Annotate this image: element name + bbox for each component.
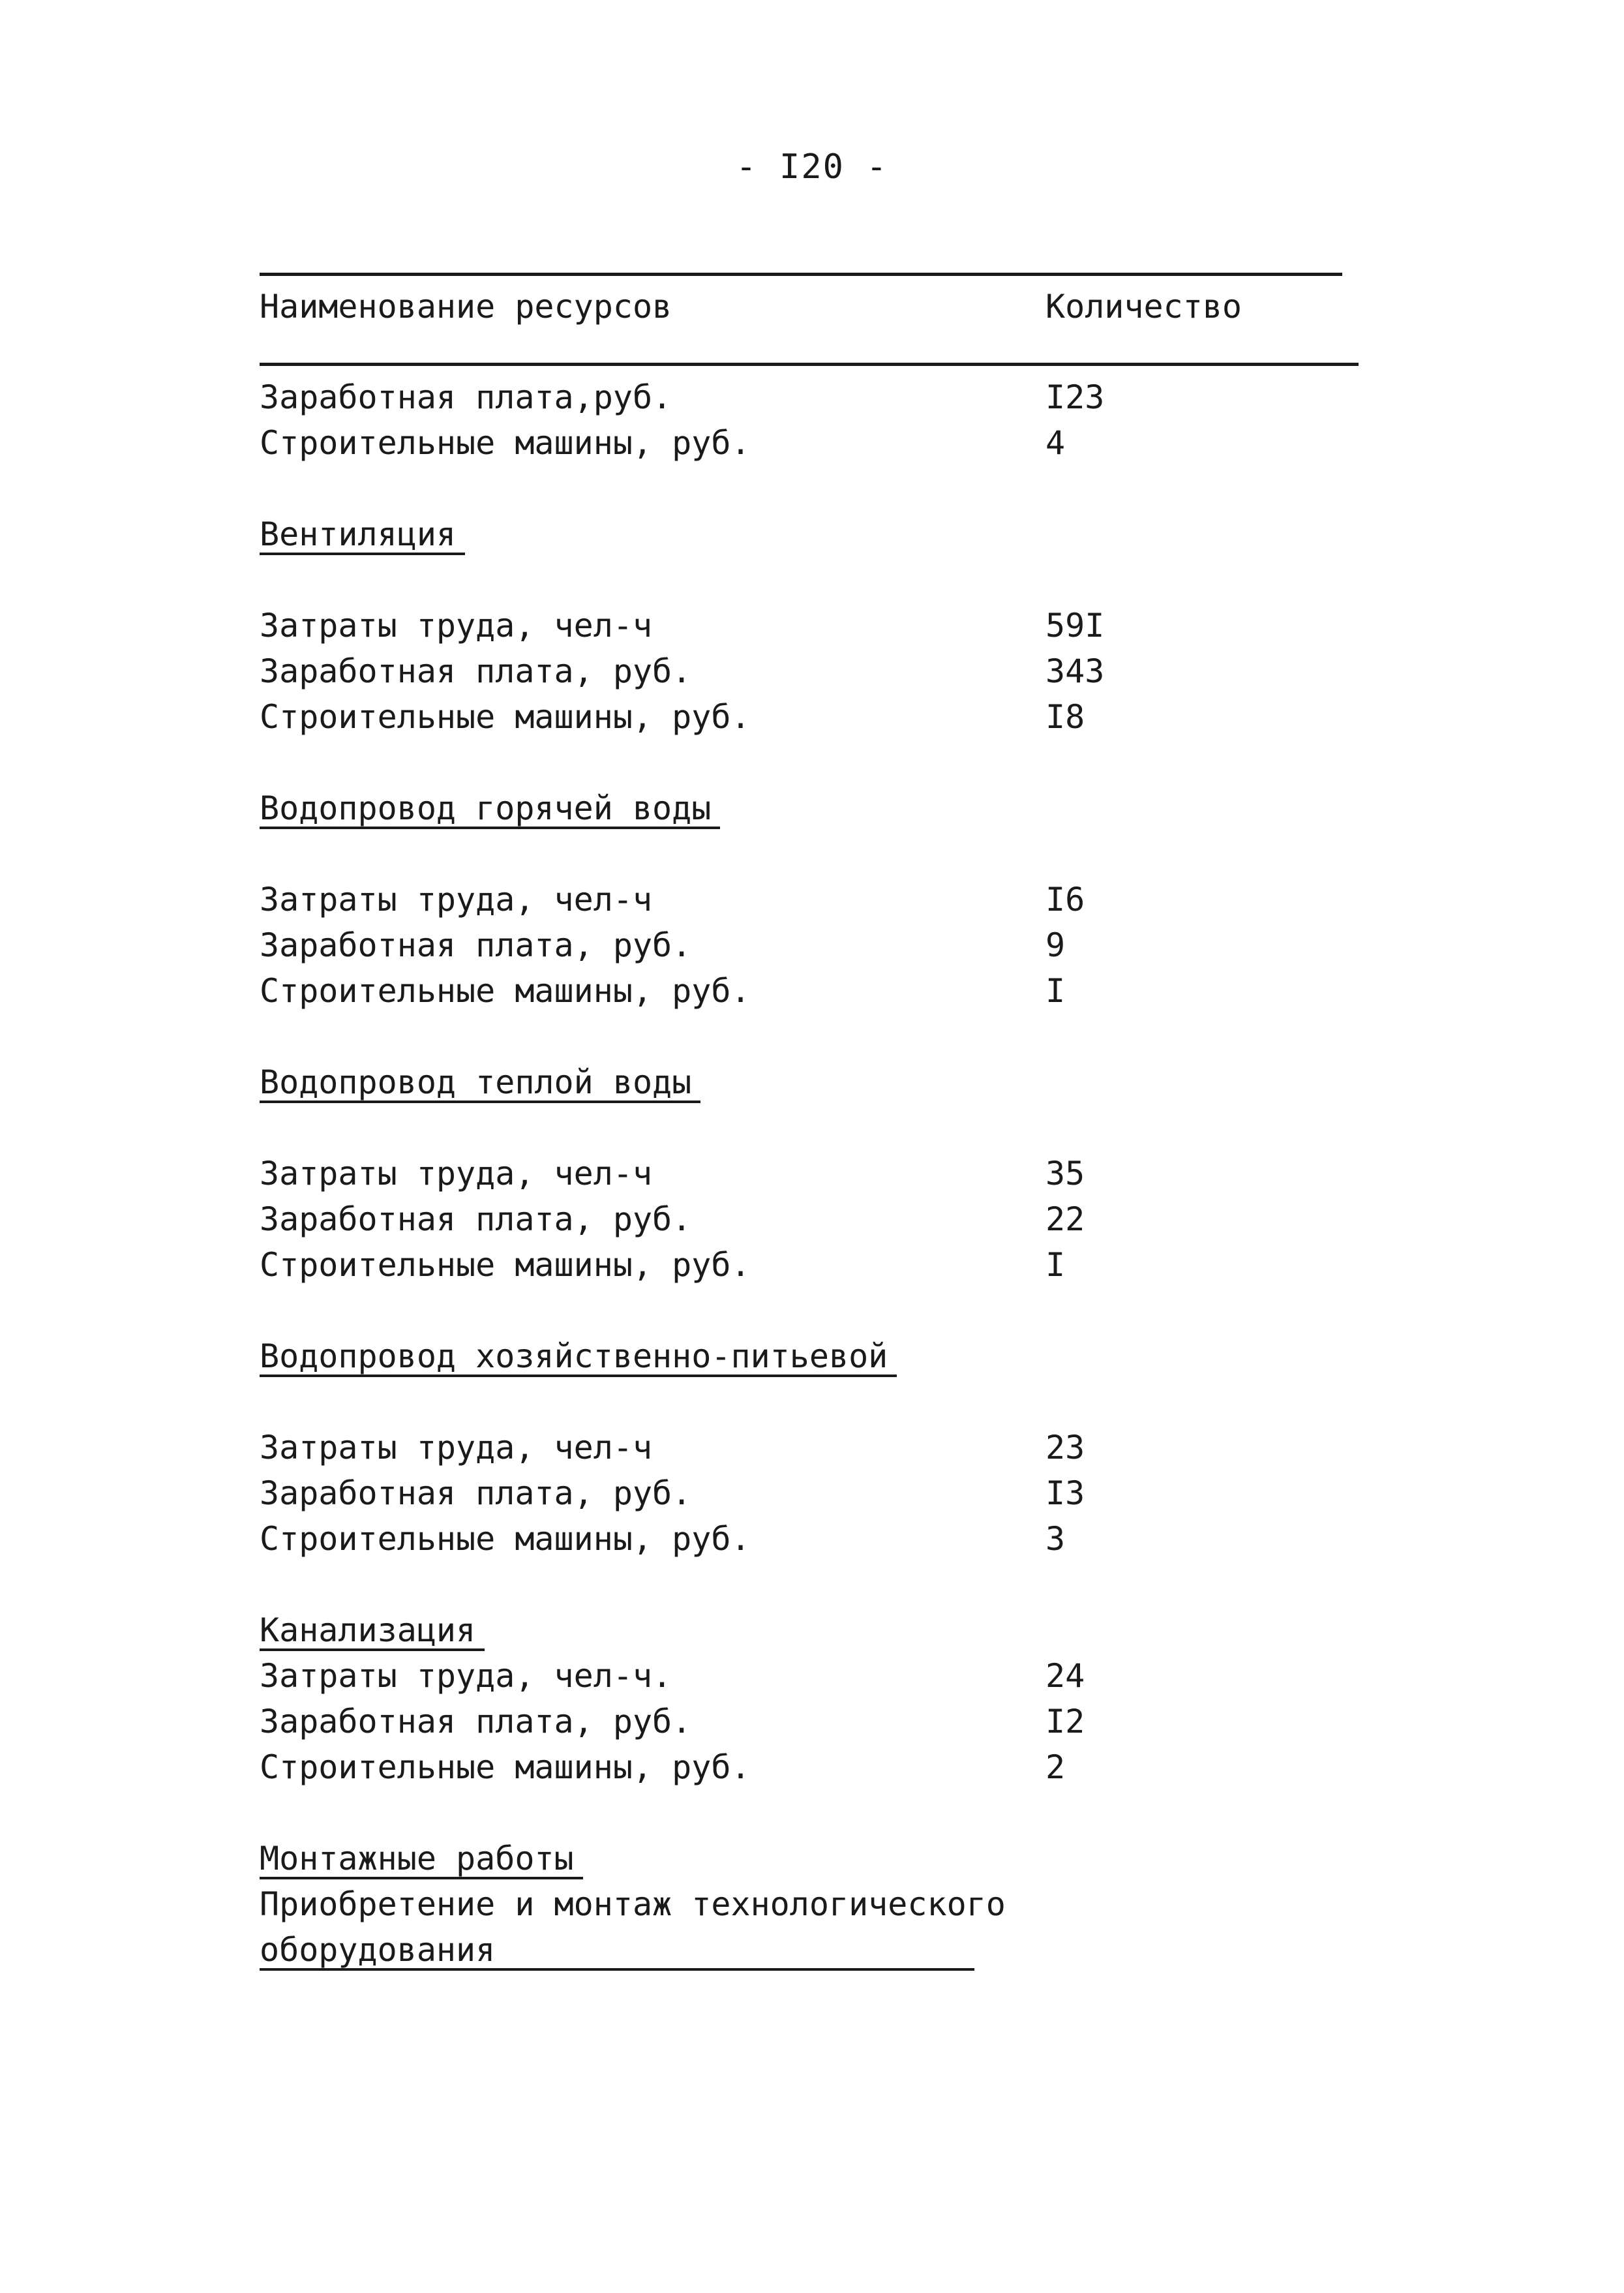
section-heading-ventilation <box>260 511 1362 557</box>
section-heading-installation <box>260 1836 1362 1881</box>
table-row <box>260 1196 1362 1242</box>
row-value: 24 <box>1045 1657 1085 1695</box>
table-row <box>260 1699 1362 1744</box>
row-value: I6 <box>1045 881 1085 919</box>
section-heading-drinking-water <box>260 1333 1362 1379</box>
row-value: I2 <box>1045 1703 1085 1740</box>
row-label: Заработная плата, руб. <box>260 926 692 964</box>
page-number: - I20 - <box>736 147 888 187</box>
table-row <box>260 1516 1362 1562</box>
table-row <box>260 922 1362 968</box>
table-row <box>260 1242 1362 1288</box>
section-title: Вентиляция <box>260 516 465 555</box>
row-value: 59I <box>1045 607 1105 645</box>
section-title: Водопровод теплой воды <box>260 1064 700 1103</box>
installation-description-line-2: оборудования <box>260 1927 1362 1973</box>
section-title: Монтажные работы <box>260 1840 583 1879</box>
row-label: Строительные машины, руб. <box>260 1246 751 1284</box>
table-row <box>260 603 1362 648</box>
table-row <box>260 877 1362 922</box>
row-label: Затраты труда, чел-ч <box>260 1429 653 1466</box>
table-row <box>260 1744 1362 1790</box>
row-value: 2 <box>1045 1748 1066 1786</box>
row-label: Затраты труда, чел-ч <box>260 881 653 919</box>
table-top-rule <box>260 273 1342 276</box>
table-row <box>260 1653 1362 1699</box>
row-label: Заработная плата, руб. <box>260 1703 692 1740</box>
table-row <box>260 1470 1362 1516</box>
row-value: I <box>1045 972 1066 1010</box>
table-row <box>260 694 1362 740</box>
row-value: I23 <box>1045 378 1105 416</box>
row-label: Строительные машины, руб. <box>260 698 751 736</box>
row-label: Заработная плата, руб. <box>260 1200 692 1238</box>
row-value: 35 <box>1045 1155 1085 1192</box>
table-row <box>260 1151 1362 1196</box>
row-value: I <box>1045 1246 1066 1284</box>
row-label: Заработная плата,руб. <box>260 378 672 416</box>
section-heading-sewerage <box>260 1607 1362 1653</box>
row-value: I8 <box>1045 698 1085 736</box>
installation-description-line-1: Приобретение и монтаж технологического <box>260 1885 1006 1923</box>
table-row <box>260 1425 1362 1470</box>
row-label: Строительные машины, руб. <box>260 972 751 1010</box>
column-header-quantity: Количество <box>1045 288 1242 326</box>
row-value: 3 <box>1045 1520 1066 1558</box>
row-label: Затраты труда, чел-ч. <box>260 1657 672 1695</box>
row-value: 9 <box>1045 926 1066 964</box>
section-title: Водопровод горячей воды <box>260 790 720 829</box>
row-label: Заработная плата, руб. <box>260 1474 692 1512</box>
resource-table-body <box>260 374 1362 1973</box>
row-label: Затраты труда, чел-ч <box>260 607 653 645</box>
row-label: Заработная плата, руб. <box>260 652 692 690</box>
table-row <box>260 968 1362 1014</box>
table-row <box>260 374 1362 420</box>
row-value: 4 <box>1045 424 1066 462</box>
table-row <box>260 420 1362 466</box>
row-label: Строительные машины, руб. <box>260 1520 751 1558</box>
section-title: Водопровод хозяйственно-питьевой <box>260 1338 897 1377</box>
row-label: Строительные машины, руб. <box>260 424 751 462</box>
row-label: Затраты труда, чел-ч <box>260 1155 653 1192</box>
row-value: I3 <box>1045 1474 1085 1512</box>
table-row <box>260 648 1362 694</box>
row-label: Строительные машины, руб. <box>260 1748 751 1786</box>
section-heading-hot-water <box>260 785 1362 831</box>
table-header-rule <box>260 363 1359 366</box>
column-header-name: Наименование ресурсов <box>260 288 672 326</box>
row-value: 343 <box>1045 652 1105 690</box>
row-value: 22 <box>1045 1200 1085 1238</box>
section-heading-warm-water <box>260 1059 1362 1105</box>
row-value: 23 <box>1045 1429 1085 1466</box>
section-title: Канализация <box>260 1612 485 1651</box>
